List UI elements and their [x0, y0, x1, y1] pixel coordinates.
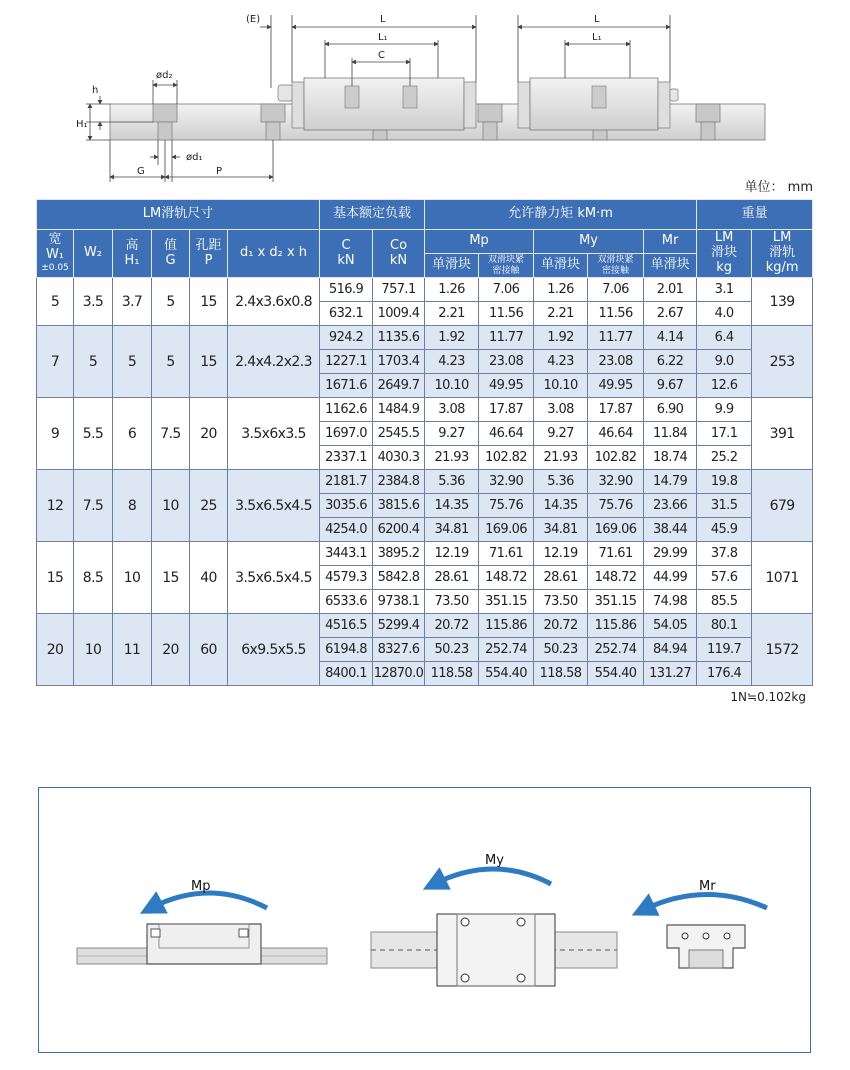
cell-value: 14.35	[534, 494, 588, 518]
col-w1: 宽 W₁ ±0.05	[37, 230, 74, 278]
cell-value: 46.64	[588, 422, 644, 446]
cell-w1: 9	[37, 398, 74, 470]
dim-e: (E)	[246, 14, 261, 25]
cell-w2: 7.5	[74, 470, 113, 542]
col-p: 孔距 P	[190, 230, 228, 278]
cell-h1: 8	[113, 470, 152, 542]
mp-label: Mp	[191, 879, 211, 894]
cell-value: 102.82	[479, 446, 534, 470]
col-co: Co kN	[373, 230, 425, 278]
col-my-double: 双滑块紧 密接触	[588, 254, 644, 278]
cell-w1: 20	[37, 614, 74, 686]
cell-value: 28.61	[534, 566, 588, 590]
cell-value: 4254.0	[320, 518, 373, 542]
dim-l1: L₁	[378, 32, 388, 43]
cell-value: 351.15	[588, 590, 644, 614]
cell-value: 3.08	[425, 398, 479, 422]
table-row	[37, 614, 813, 638]
cell-h1: 6	[113, 398, 152, 470]
cell-value: 50.23	[425, 638, 479, 662]
cell-p: 25	[190, 470, 228, 542]
cell-w2: 5	[74, 326, 113, 398]
cell-value: 1009.4	[373, 302, 425, 326]
cell-value: 9.9	[697, 398, 752, 422]
cell-value: 20.72	[425, 614, 479, 638]
cell-value: 12.6	[697, 374, 752, 398]
cell-value: 118.58	[534, 662, 588, 686]
cell-rail-kg: 391	[752, 398, 813, 470]
cell-h1: 11	[113, 614, 152, 686]
cell-d: 6x9.5x5.5	[228, 614, 320, 686]
dim-h1: H₁	[76, 119, 88, 130]
cell-value: 6194.8	[320, 638, 373, 662]
cell-value: 12.19	[425, 542, 479, 566]
cell-value: 50.23	[534, 638, 588, 662]
cell-value: 49.95	[479, 374, 534, 398]
cell-value: 75.76	[479, 494, 534, 518]
cell-value: 6.22	[644, 350, 697, 374]
cell-value: 34.81	[425, 518, 479, 542]
col-c: C kN	[320, 230, 373, 278]
dim-c: C	[378, 50, 385, 61]
cell-value: 2337.1	[320, 446, 373, 470]
cell-value: 2545.5	[373, 422, 425, 446]
cell-value: 23.08	[479, 350, 534, 374]
col-mr-single: 单滑块	[644, 254, 697, 278]
cell-value: 11.77	[588, 326, 644, 350]
cell-value: 4.0	[697, 302, 752, 326]
cell-value: 2384.8	[373, 470, 425, 494]
cell-value: 169.06	[588, 518, 644, 542]
cell-value: 554.40	[479, 662, 534, 686]
cell-value: 12.19	[534, 542, 588, 566]
table-row	[37, 542, 813, 566]
cell-value: 84.94	[644, 638, 697, 662]
cell-value: 1135.6	[373, 326, 425, 350]
col-g: 值 G	[152, 230, 190, 278]
header-moment: 允许静力矩 kM·m	[425, 200, 697, 230]
col-w2: W₂	[74, 230, 113, 278]
cell-d: 3.5x6.5x4.5	[228, 542, 320, 614]
cell-value: 9.67	[644, 374, 697, 398]
cell-value: 757.1	[373, 278, 425, 302]
mr-label: Mr	[699, 879, 716, 894]
cell-value: 4.23	[425, 350, 479, 374]
cell-d: 2.4x3.6x0.8	[228, 278, 320, 326]
cell-value: 11.56	[588, 302, 644, 326]
cell-p: 15	[190, 278, 228, 326]
cell-value: 2649.7	[373, 374, 425, 398]
cell-value: 4579.3	[320, 566, 373, 590]
cell-value: 19.8	[697, 470, 752, 494]
cell-value: 31.5	[697, 494, 752, 518]
cell-h1: 5	[113, 326, 152, 398]
cell-value: 2.21	[425, 302, 479, 326]
cell-value: 25.2	[697, 446, 752, 470]
cell-value: 9.0	[697, 350, 752, 374]
cell-value: 3.08	[534, 398, 588, 422]
cell-value: 1.26	[534, 278, 588, 302]
cell-value: 632.1	[320, 302, 373, 326]
cell-w1: 12	[37, 470, 74, 542]
cell-value: 29.99	[644, 542, 697, 566]
unit-conversion-note: 1N≒0.102kg	[730, 690, 806, 704]
cell-value: 1484.9	[373, 398, 425, 422]
cell-value: 57.6	[697, 566, 752, 590]
dim-l: L	[380, 14, 386, 25]
cell-value: 5.36	[534, 470, 588, 494]
col-lm-block: LM 滑块 kg	[697, 230, 752, 278]
cell-value: 252.74	[588, 638, 644, 662]
cell-value: 73.50	[534, 590, 588, 614]
cell-value: 17.87	[588, 398, 644, 422]
cell-value: 1703.4	[373, 350, 425, 374]
cell-value: 80.1	[697, 614, 752, 638]
cell-w1: 15	[37, 542, 74, 614]
cell-value: 5299.4	[373, 614, 425, 638]
cell-value: 2181.7	[320, 470, 373, 494]
cell-w2: 10	[74, 614, 113, 686]
cell-value: 516.9	[320, 278, 373, 302]
cell-value: 252.74	[479, 638, 534, 662]
cell-value: 7.06	[588, 278, 644, 302]
cell-value: 32.90	[479, 470, 534, 494]
slider-block-left	[278, 78, 476, 130]
cell-value: 3443.1	[320, 542, 373, 566]
cell-w2: 5.5	[74, 398, 113, 470]
col-lm-rail: LM 滑轨 kg/m	[752, 230, 813, 278]
cell-value: 1.26	[425, 278, 479, 302]
mr-diagram	[643, 879, 767, 968]
col-mp-single: 单滑块	[425, 254, 479, 278]
cell-value: 9.27	[534, 422, 588, 446]
cell-value: 4516.5	[320, 614, 373, 638]
cell-value: 54.05	[644, 614, 697, 638]
my-diagram	[371, 853, 617, 986]
cell-value: 1671.6	[320, 374, 373, 398]
cell-value: 12870.0	[373, 662, 425, 686]
slider-block-right	[518, 78, 678, 130]
cell-value: 71.61	[588, 542, 644, 566]
cell-value: 11.84	[644, 422, 697, 446]
cell-value: 21.93	[534, 446, 588, 470]
cell-value: 351.15	[479, 590, 534, 614]
cell-value: 1162.6	[320, 398, 373, 422]
cell-w1: 7	[37, 326, 74, 398]
dim-h: h	[92, 85, 99, 96]
cell-value: 169.06	[479, 518, 534, 542]
moment-diagram-box	[38, 787, 811, 1053]
cell-h1: 10	[113, 542, 152, 614]
cell-value: 14.79	[644, 470, 697, 494]
spec-table-body	[37, 278, 813, 686]
cell-value: 115.86	[479, 614, 534, 638]
cell-value: 6200.4	[373, 518, 425, 542]
cell-p: 40	[190, 542, 228, 614]
cell-value: 2.01	[644, 278, 697, 302]
cell-value: 34.81	[534, 518, 588, 542]
table-row	[37, 326, 813, 350]
cell-value: 3035.6	[320, 494, 373, 518]
cell-p: 60	[190, 614, 228, 686]
header-weight: 重量	[697, 200, 813, 230]
cell-value: 9.27	[425, 422, 479, 446]
cell-value: 2.21	[534, 302, 588, 326]
cell-value: 73.50	[425, 590, 479, 614]
cell-value: 4.14	[644, 326, 697, 350]
dim-od2: ød₂	[156, 70, 173, 81]
cell-value: 554.40	[588, 662, 644, 686]
cell-p: 15	[190, 326, 228, 398]
cell-value: 21.93	[425, 446, 479, 470]
cell-value: 118.58	[425, 662, 479, 686]
dim-l1-right: L₁	[592, 32, 602, 43]
cell-value: 23.66	[644, 494, 697, 518]
moment-diagrams	[39, 788, 810, 1052]
cell-value: 1.92	[425, 326, 479, 350]
cell-value: 85.5	[697, 590, 752, 614]
cell-value: 1697.0	[320, 422, 373, 446]
dim-p: P	[216, 166, 223, 177]
cell-value: 37.8	[697, 542, 752, 566]
cell-w2: 3.5	[74, 278, 113, 326]
mp-diagram	[77, 879, 327, 964]
cell-value: 1.92	[534, 326, 588, 350]
cell-rail-kg: 253	[752, 326, 813, 398]
col-mp: Mp	[425, 230, 534, 254]
cell-value: 18.74	[644, 446, 697, 470]
cell-g: 20	[152, 614, 190, 686]
cell-value: 71.61	[479, 542, 534, 566]
cell-value: 9738.1	[373, 590, 425, 614]
cell-value: 2.67	[644, 302, 697, 326]
table-row	[37, 470, 813, 494]
cell-value: 7.06	[479, 278, 534, 302]
col-mp-double: 双滑块紧 密接触	[479, 254, 534, 278]
cell-value: 131.27	[644, 662, 697, 686]
cell-value: 45.9	[697, 518, 752, 542]
cell-value: 10.10	[534, 374, 588, 398]
cell-value: 17.87	[479, 398, 534, 422]
cell-value: 74.98	[644, 590, 697, 614]
cell-rail-kg: 679	[752, 470, 813, 542]
cell-value: 23.08	[588, 350, 644, 374]
col-d: d₁ x d₂ x h	[228, 230, 320, 278]
my-label: My	[485, 853, 504, 868]
cell-value: 75.76	[588, 494, 644, 518]
cell-value: 119.7	[697, 638, 752, 662]
cell-value: 3895.2	[373, 542, 425, 566]
cell-value: 3.1	[697, 278, 752, 302]
cell-g: 10	[152, 470, 190, 542]
cell-value: 4030.3	[373, 446, 425, 470]
cell-value: 20.72	[534, 614, 588, 638]
cell-value: 5842.8	[373, 566, 425, 590]
cell-value: 46.64	[479, 422, 534, 446]
cell-w2: 8.5	[74, 542, 113, 614]
cell-rail-kg: 1572	[752, 614, 813, 686]
cell-value: 6.4	[697, 326, 752, 350]
cell-g: 15	[152, 542, 190, 614]
col-mr: Mr	[644, 230, 697, 254]
cell-value: 14.35	[425, 494, 479, 518]
dim-l-right: L	[594, 14, 600, 25]
cell-value: 148.72	[479, 566, 534, 590]
cell-value: 49.95	[588, 374, 644, 398]
cell-value: 17.1	[697, 422, 752, 446]
cell-value: 44.99	[644, 566, 697, 590]
cell-d: 3.5x6.5x4.5	[228, 470, 320, 542]
dim-g: G	[137, 166, 145, 177]
cell-value: 1227.1	[320, 350, 373, 374]
col-h1: 高 H₁	[113, 230, 152, 278]
rail-dimension-drawing	[0, 0, 850, 200]
cell-value: 176.4	[697, 662, 752, 686]
cell-value: 5.36	[425, 470, 479, 494]
cell-g: 5	[152, 278, 190, 326]
cell-w1: 5	[37, 278, 74, 326]
cell-value: 10.10	[425, 374, 479, 398]
cell-d: 3.5x6x3.5	[228, 398, 320, 470]
cell-value: 8327.6	[373, 638, 425, 662]
cell-rail-kg: 1071	[752, 542, 813, 614]
cell-value: 38.44	[644, 518, 697, 542]
cell-value: 115.86	[588, 614, 644, 638]
cell-rail-kg: 139	[752, 278, 813, 326]
table-row	[37, 278, 813, 302]
cell-value: 3815.6	[373, 494, 425, 518]
header-load: 基本额定负载	[320, 200, 425, 230]
col-my-single: 单滑块	[534, 254, 588, 278]
cell-g: 5	[152, 326, 190, 398]
cell-value: 11.56	[479, 302, 534, 326]
cell-value: 148.72	[588, 566, 644, 590]
unit-label: 单位： mm	[744, 180, 813, 195]
cell-h1: 3.7	[113, 278, 152, 326]
cell-g: 7.5	[152, 398, 190, 470]
spec-table	[36, 199, 813, 686]
cell-value: 6533.6	[320, 590, 373, 614]
col-my: My	[534, 230, 644, 254]
header-rail: LM滑轨尺寸	[37, 200, 320, 230]
cell-value: 28.61	[425, 566, 479, 590]
cell-value: 4.23	[534, 350, 588, 374]
cell-d: 2.4x4.2x2.3	[228, 326, 320, 398]
cell-value: 11.77	[479, 326, 534, 350]
table-row	[37, 398, 813, 422]
cell-p: 20	[190, 398, 228, 470]
cell-value: 102.82	[588, 446, 644, 470]
cell-value: 6.90	[644, 398, 697, 422]
cell-value: 32.90	[588, 470, 644, 494]
cell-value: 924.2	[320, 326, 373, 350]
dim-od1: ød₁	[186, 152, 203, 163]
cell-value: 8400.1	[320, 662, 373, 686]
